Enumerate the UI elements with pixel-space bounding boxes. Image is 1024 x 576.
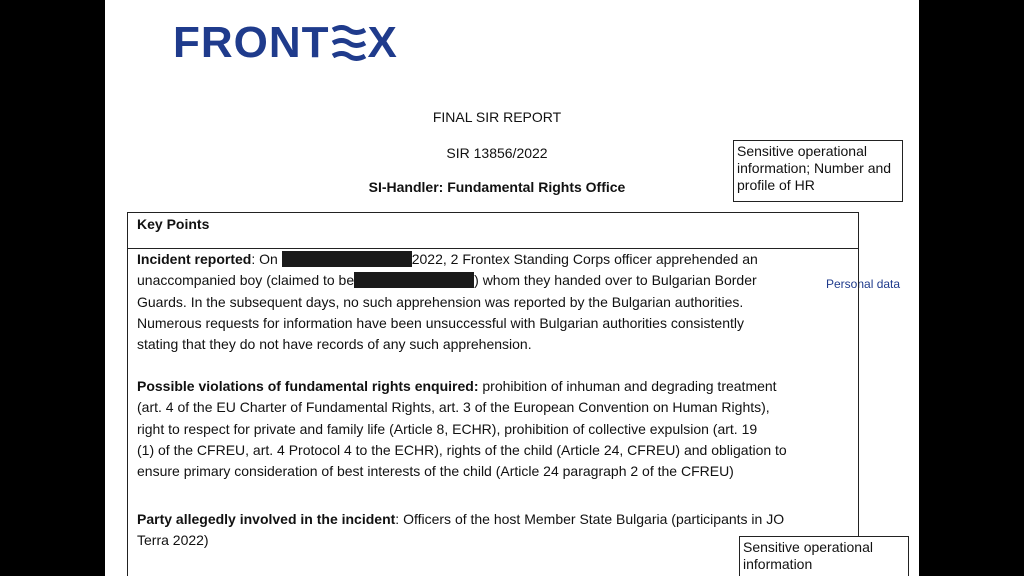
logo-text-front: FRONT [173, 18, 330, 67]
violations-line-3: right to respect for private and family life (Article 8, ECHR), prohibition of collective expulsion (art. 19 [137, 420, 758, 437]
incident-text-1a: : On [251, 251, 282, 267]
incident-line-1 [137, 249, 849, 270]
party-line-1 [137, 509, 849, 530]
violations-paragraph [137, 376, 849, 482]
logo-e-waves-icon [331, 24, 367, 62]
incident-line-4: Numerous requests for information have been unsuccessful with Bulgarian authorities consistently [137, 314, 744, 331]
party-text-1: : Officers of the host Member State Bulgaria (participants in JO [395, 511, 785, 527]
violations-line-5: ensure primary consideration of best interests of the child (Article 24 paragraph 2 of the CFREU) [137, 463, 734, 480]
incident-text-1b: 2022, 2 Frontex Standing Corps officer apprehended an [411, 251, 758, 267]
party-label: Party allegedly involved in the incident [137, 511, 396, 527]
incident-text-2b: ) whom they handed over to Bulgarian Border [474, 272, 757, 289]
sir-number: SIR 13856/2022 [446, 145, 548, 161]
incident-line-5: stating that they do not have records of any such apprehension. [137, 336, 532, 353]
key-points-heading: Key Points [128, 213, 858, 249]
violations-line-1 [137, 376, 849, 397]
violations-line-4: (1) of the CFREU, art. 4 Protocol 4 to the ECHR), rights of the child (Article 24, CFREU) and obligation to [137, 441, 787, 458]
redaction-block [282, 251, 412, 267]
violations-line-2: (art. 4 of the EU Charter of Fundamental Rights, art. 3 of the European Convention on Human Rights), [137, 399, 770, 416]
incident-line-3: Guards. In the subsequent days, no such apprehension was reported by the Bulgarian authorities. [137, 293, 744, 310]
document-page [105, 0, 919, 576]
report-title: FINAL SIR REPORT [432, 109, 562, 125]
logo-text-x: X [367, 18, 398, 67]
frontex-logo [173, 20, 398, 66]
sensitive-info-note-bottom: Sensitive operational information [739, 536, 909, 576]
redaction-block [354, 272, 474, 288]
incident-paragraph [137, 249, 849, 355]
key-points-box [127, 212, 859, 576]
si-handler: SI-Handler: Fundamental Rights Office [368, 179, 626, 195]
personal-data-note: Personal data [826, 277, 901, 291]
incident-label: Incident reported [137, 251, 252, 267]
incident-line-2 [137, 270, 849, 291]
violations-text-1: prohibition of inhuman and degrading treatment [478, 378, 777, 394]
incident-text-2a: unaccompanied boy (claimed to be [137, 272, 355, 289]
party-line-2: Terra 2022) [137, 532, 209, 549]
violations-label: Possible violations of fundamental rights enquired: [137, 378, 479, 394]
sensitive-info-note-top: Sensitive operational information; Number and profile of HR [733, 140, 903, 202]
